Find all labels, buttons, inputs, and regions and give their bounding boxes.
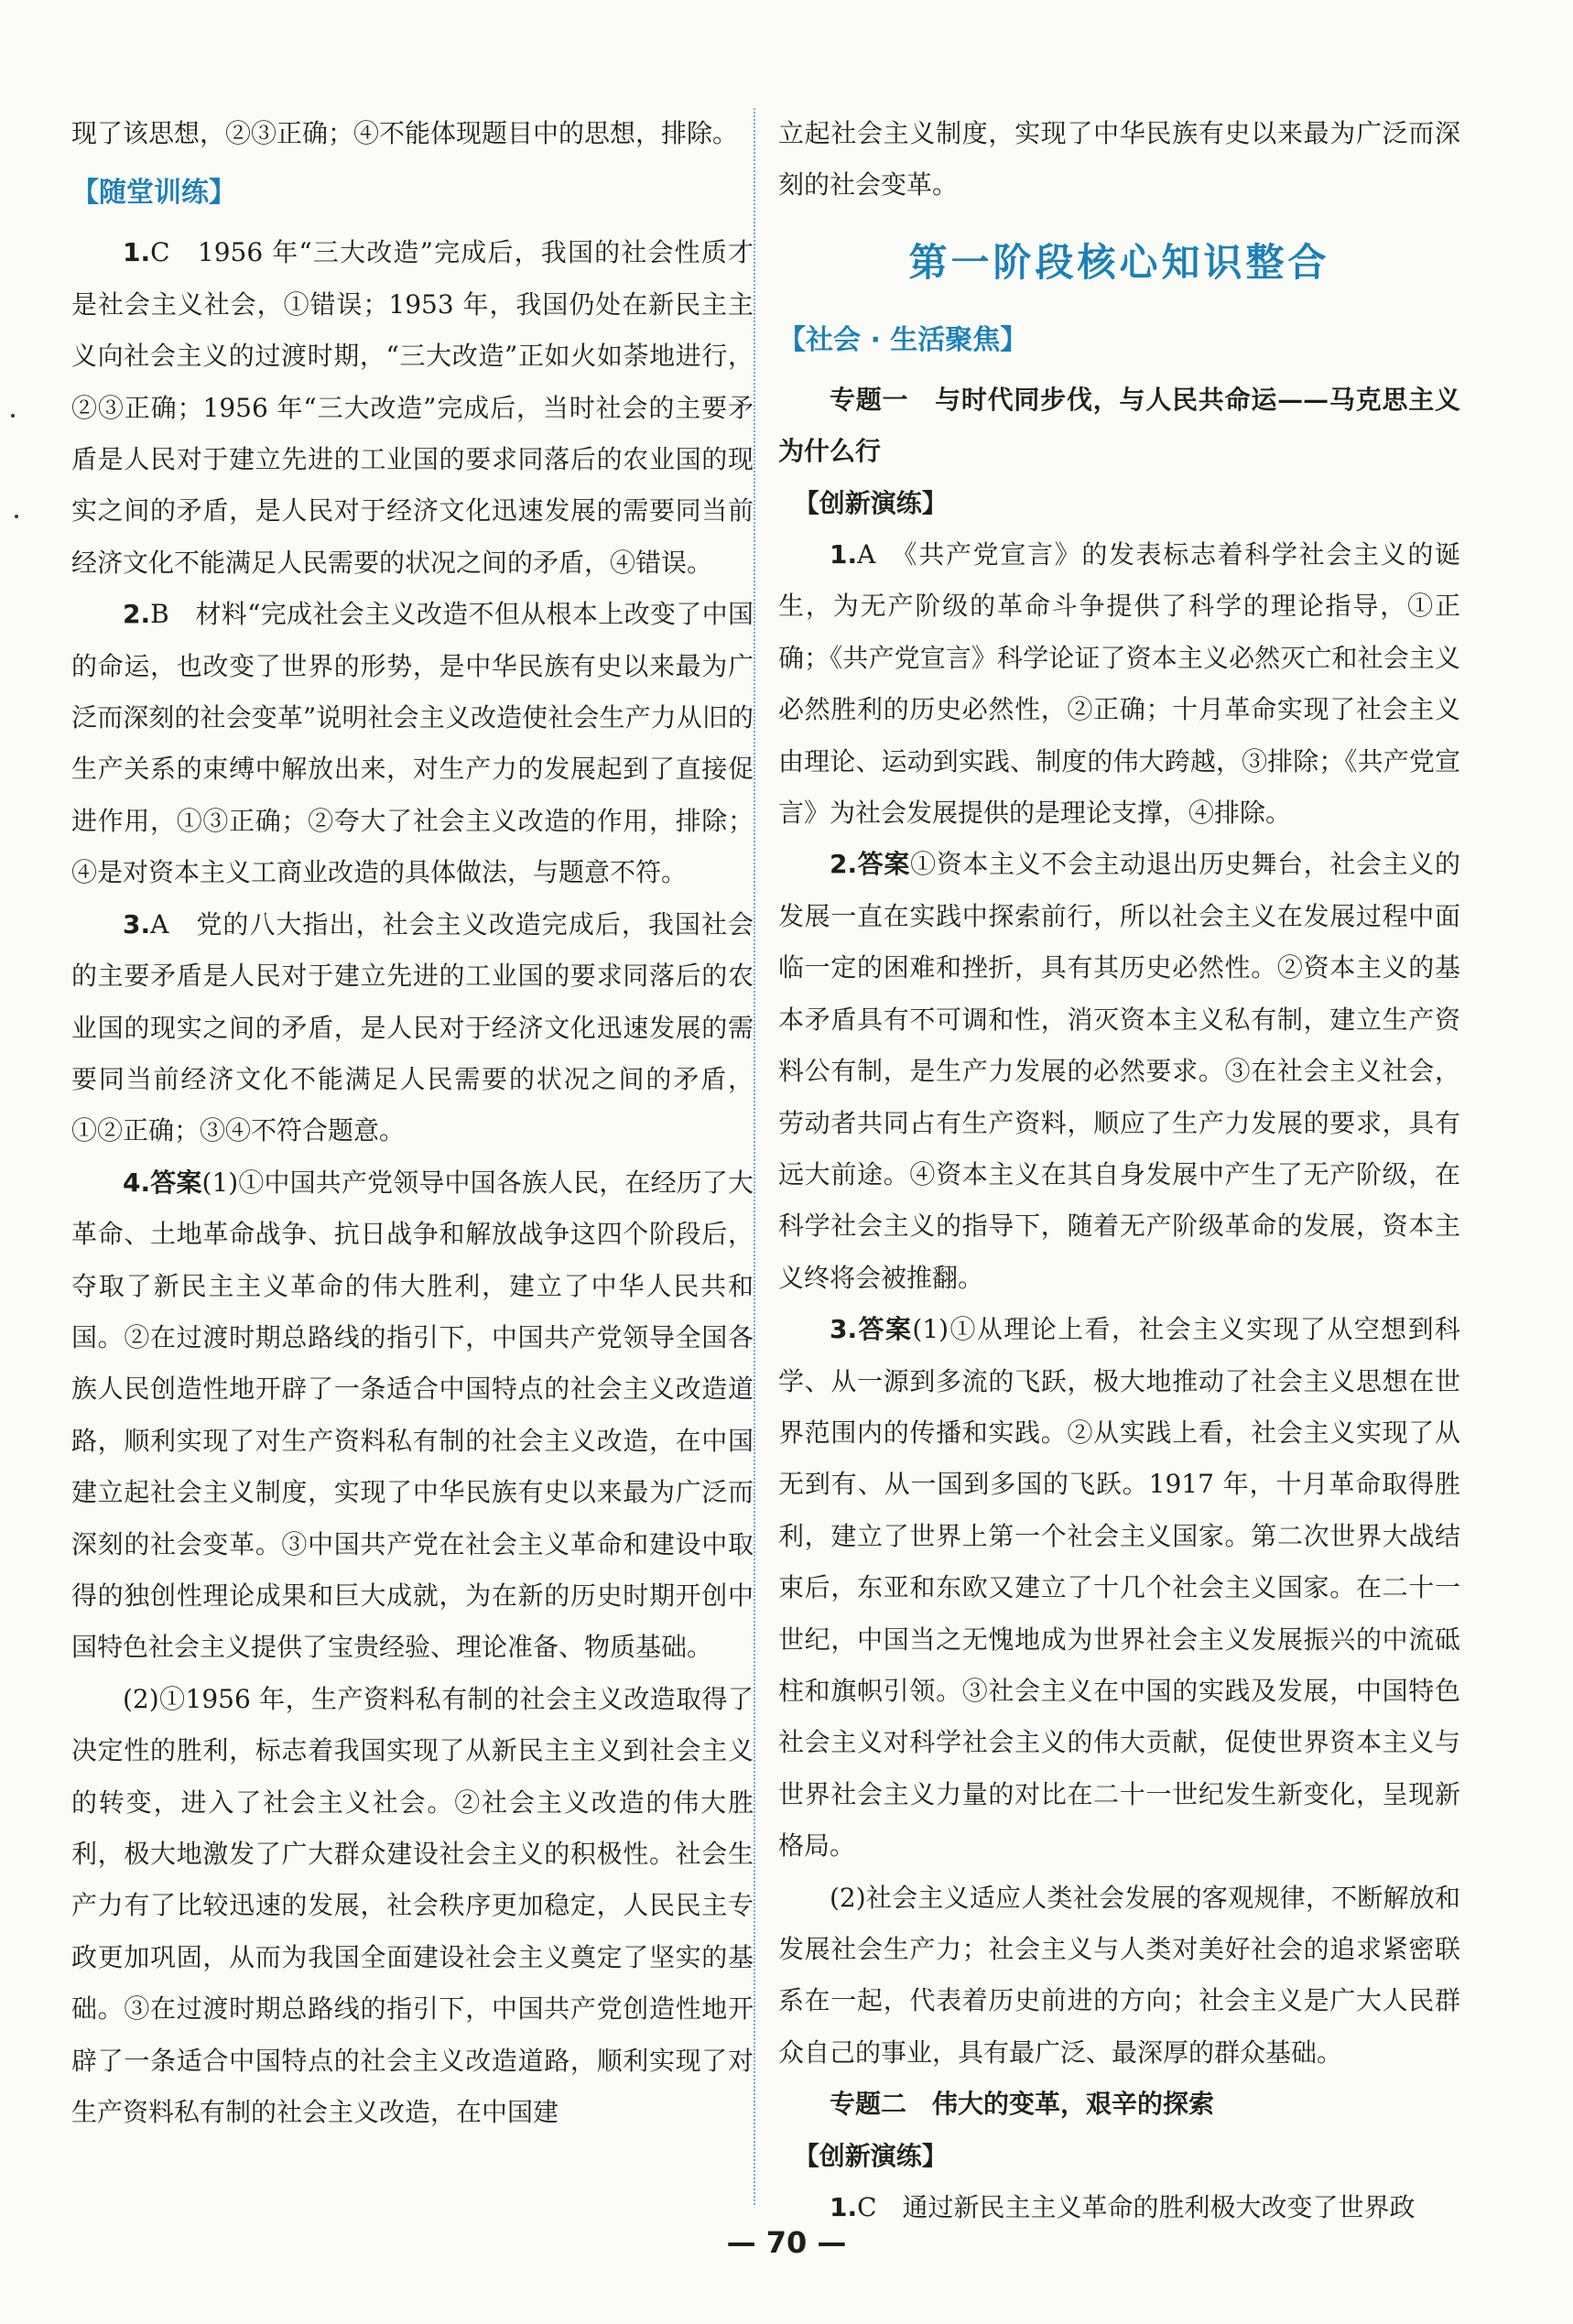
answer-1: 1.C 1956 年“三大改造”完成后，我国的社会性质才是社会主义社会，①错误；1953 年，我国仍处在新民主主义向社会主义的过渡时期，“三大改造”正如火如荼地进行，②③正确；1956 年“三大改造”完成后，当时社会的主要矛盾是人民对于建立先进的工业国的要求同落后的农业国的现实之间的矛盾，是人民对于经济文化迅速发展的需要同当前经济文化不能满足人民需要的状况之间的矛盾，④错误。: [71, 237, 754, 578]
left-column: [71, 108, 754, 2138]
topic-heading-2: 专题二 伟大的变革，艰辛的探索: [830, 2089, 1215, 2120]
paragraph: 立起社会主义制度，实现了中华民族有史以来最为广泛而深刻的社会变革。: [778, 118, 1460, 201]
answer-r2: 2.答案①资本主义不会主动退出历史舞台，社会主义的发展一直在实践中探索前行，所以社会主义在发展过程中面临一定的困难和挫折，具有其历史必然性。②资本主义的基本矛盾具有不可调和性，消灭资本主义私有制，建立生产资料公有制，是生产力发展的必然要求。③在社会主义社会，劳动者共同占有生产资料，顺应了生产力发展的要求，具有远大前途。④资本主义在其自身发展中产生了无产阶级，在科学社会主义的指导下，随着无产阶级革命的发展，资本主义终将会被推翻。: [778, 849, 1460, 1293]
section-tag-suitang: 【随堂训练】: [71, 177, 236, 210]
topic-heading-1: 专题一 与时代同步伐，与人民共命运——马克思主义为什么行: [778, 384, 1460, 467]
column-divider: [754, 108, 755, 2205]
answer-r3-part-2: (2)社会主义适应人类社会发展的客观规律，不断解放和发展社会生产力；社会主义与人类对美好社会的追求紧密联系在一起，代表着历史前进的方向；社会主义是广大人民群众自己的事业，具有最广泛、最深厚的群众基础。: [778, 1882, 1460, 2068]
page-number: — 70 —: [726, 2225, 847, 2260]
section-tag-shehui: 【社会 · 生活聚焦】: [778, 323, 1028, 356]
right-column: [778, 108, 1460, 2233]
answer-s1: 1.C 通过新民主主义革命的胜利极大改变了世界政: [830, 2192, 1416, 2223]
answer-4-part-1: 4.答案(1)①中国共产党领导中国各族人民，在经历了大革命、土地革命战争、抗日战争和解放战争这四个阶段后，夺取了新民主主义革命的伟大胜利，建立了中华人民共和国。②在过渡时期总路线的指引下，中国共产党领导全国各族人民创造性地开辟了一条适合中国特点的社会主义改造道路，顺利实现了对生产资料私有制的社会主义改造，在中国建立起社会主义制度，实现了中华民族有史以来最为广泛而深刻的社会变革。③中国共产党在社会主义革命和建设中取得的独创性理论成果和巨大成就，为在新的历史时期开创中国特色社会主义提供了宝贵经验、理论准备、物质基础。: [71, 1167, 754, 1663]
paragraph: 现了该思想，②③正确；④不能体现题目中的思想，排除。: [71, 118, 739, 148]
sub-heading-1: 【创新演练】: [793, 487, 948, 518]
answer-3: 3.A 党的八大指出，社会主义改造完成后，我国社会的主要矛盾是人民对于建立先进的工业国的要求同落后的农业国的现实之间的矛盾，是人民对于经济文化迅速发展的需要同当前经济文化不能满足人民需要的状况之间的矛盾，①②正确；③④不符合题意。: [71, 908, 754, 1146]
answer-r1: 1.A 《共产党宣言》的发表标志着科学社会主义的诞生，为无产阶级的革命斗争提供了科学的理论指导，①正确；《共产党宣言》科学论证了资本主义必然灭亡和社会主义必然胜利的历史必然性，②正确；十月革命实现了社会主义由理论、运动到实践、制度的伟大跨越，③排除；《共产党宣言》为社会发展提供的是理论支撑，④排除。: [778, 539, 1460, 829]
answer-4-part-2: (2)①1956 年，生产资料私有制的社会主义改造取得了决定性的胜利，标志着我国实现了从新民主主义到社会主义的转变，进入了社会主义社会。②社会主义改造的伟大胜利，极大地激发了广大群众建设社会主义的积极性。社会生产力有了比较迅速的发展，社会秩序更加稳定，人民民主专政更加巩固，从而为我国全面建设社会主义奠定了坚实的基础。③在过渡时期总路线的指引下，中国共产党创造性地开辟了一条适合中国特点的社会主义改造道路，顺利实现了对生产资料私有制的社会主义改造，在中国建: [71, 1683, 754, 2128]
answer-2: 2.B 材料“完成社会主义改造不但从根本上改变了中国的命运，也改变了世界的形势，是中华民族有史以来最为广泛而深刻的社会变革”说明社会主义改造使社会生产力从旧的生产关系的束缚中解放出来，对生产力的发展起到了直接促进作用，①③正确；②夸大了社会主义改造的作用，排除；④是对资本主义工商业改造的具体做法，与题意不符。: [71, 599, 754, 888]
margin-dot: [11, 414, 15, 418]
answer-r3-part-1: 3.答案(1)①从理论上看，社会主义实现了从空想到科学、从一源到多流的飞跃，极大地推动了社会主义思想在世界范围内的传播和实践。②从实践上看，社会主义实现了从无到有、从一国到多国的飞跃。1917 年，十月革命取得胜利，建立了世界上第一个社会主义国家。第二次世界大战结束后，东亚和东欧又建立了十几个社会主义国家。在二十一世纪，中国当之无愧地成为世界社会主义发展振兴的中流砥柱和旗帜引领。③社会主义在中国的实践及发展，中国特色社会主义对科学社会主义的伟大贡献，促使世界资本主义与世界社会主义力量的对比在二十一世纪发生新变化，呈现新格局。: [778, 1314, 1460, 1862]
section-title: 第一阶段核心知识整合: [908, 239, 1330, 285]
sub-heading-2: 【创新演练】: [793, 2140, 948, 2171]
margin-dot: [15, 515, 18, 518]
